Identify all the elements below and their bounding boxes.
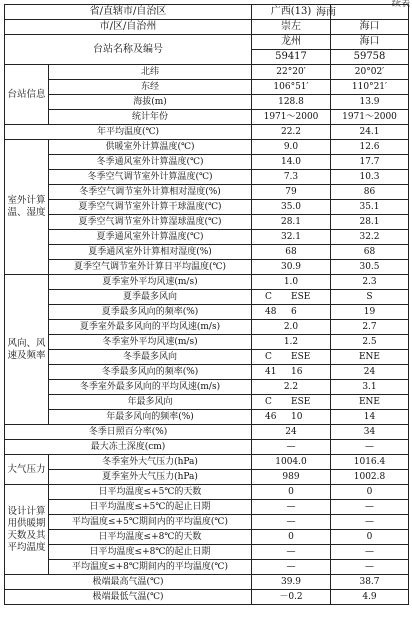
wind-value-1-b: ESE <box>291 292 311 302</box>
station_info-value-2: 110°21′ <box>331 80 409 95</box>
sunshine-value-1: 24 <box>252 425 331 440</box>
annual_temp-value-2: 24.1 <box>331 125 409 140</box>
wind-value-1-a: C <box>265 292 272 302</box>
outdoor-value-2: 30.5 <box>331 260 409 275</box>
climate-table <box>4 4 409 605</box>
wind-label: 冬季最多风向的频率(%) <box>49 365 252 380</box>
heating-value-2: — <box>331 545 409 560</box>
outdoor-row <box>5 170 409 185</box>
extreme-label: 极端最高气温(℃) <box>5 575 252 590</box>
pressure-label: 冬季室外大气压力(hPa) <box>49 455 252 470</box>
station_info-row <box>5 110 409 125</box>
heating-value-2: — <box>331 560 409 575</box>
wind-value-1: 1.0 <box>252 275 331 290</box>
wind-value-2: ENE <box>331 350 409 365</box>
outdoor-row <box>5 200 409 215</box>
wind-label: 冬季最多风向 <box>49 350 252 365</box>
wind-label: 夏季室外平均风速(m/s) <box>49 275 252 290</box>
heating-label: 平均温度≤+5℃期间内的平均温度(℃) <box>49 515 252 530</box>
outdoor-value-2: 17.7 <box>331 155 409 170</box>
outdoor-value-2: 32.2 <box>331 230 409 245</box>
station_info-value-2: 1971～2000 <box>331 110 409 125</box>
wind-value-2: 14 <box>331 410 409 425</box>
outdoor-value-1: 28.1 <box>252 215 331 230</box>
heating-value-1: 0 <box>252 485 331 500</box>
province-2-cell <box>331 5 409 20</box>
outdoor-label: 夏季空气调节室外计算干球温度(℃) <box>49 200 252 215</box>
outdoor-value-1: 9.0 <box>252 140 331 155</box>
group-heating: 设计计算用供暖期天数及其平均温度 <box>5 485 49 575</box>
wind-row <box>5 350 409 365</box>
wind-label: 夏季最多风向 <box>49 290 252 305</box>
wind-value-1-a: 46 <box>265 412 277 422</box>
wind-row <box>5 305 409 320</box>
station_info-value-2: 20°02′ <box>331 65 409 80</box>
group-outdoor-temp: 室外计算温、湿度 <box>5 140 49 275</box>
wind-value-2: ENE <box>331 395 409 410</box>
outdoor-row <box>5 260 409 275</box>
station_info-value-1: 106°51′ <box>252 80 331 95</box>
wind-row <box>5 335 409 350</box>
heating-label: 日平均温度≤+5℃的起止日期 <box>49 500 252 515</box>
pressure-label: 夏季室外大气压力(hPa) <box>49 470 252 485</box>
wind-value-2: 2.7 <box>331 320 409 335</box>
pressure-row <box>5 470 409 485</box>
station-label: 台站名称及编号 <box>5 35 252 65</box>
station-no-2: 59758 <box>331 50 409 65</box>
station-name-1: 龙州 <box>252 35 331 50</box>
row-station-name <box>5 35 409 50</box>
frost-label: 最大冻土深度(cm) <box>5 440 252 455</box>
outdoor-row <box>5 185 409 200</box>
heating-row <box>5 515 409 530</box>
wind-value-1: 2.2 <box>252 380 331 395</box>
wind-value-1-b: ESE <box>291 352 311 362</box>
outdoor-label: 夏季空气调节室外计算湿球温度(℃) <box>49 215 252 230</box>
outdoor-label: 夏季空气调节室外计算日平均温度(℃) <box>49 260 252 275</box>
row-city <box>5 20 409 35</box>
annual_temp-row <box>5 125 409 140</box>
outdoor-label: 冬季空气调节室外计算相对湿度(%) <box>49 185 252 200</box>
wind-value-1-b: ESE <box>291 397 311 407</box>
wind-value-1 <box>252 305 331 320</box>
sunshine-label: 冬季日照百分率(%) <box>5 425 252 440</box>
heating-row <box>5 560 409 575</box>
pressure-value-1: 1004.0 <box>252 455 331 470</box>
station-name-2: 海口 <box>331 35 409 50</box>
wind-value-1 <box>252 410 331 425</box>
wind-value-2: 24 <box>331 365 409 380</box>
extreme-value-2: 4.9 <box>331 590 409 605</box>
station_info-value-1: 128.8 <box>252 95 331 110</box>
heating-label: 日平均温度≤+8℃的起止日期 <box>49 545 252 560</box>
wind-value-1-b: 10 <box>291 412 303 422</box>
station_info-row <box>5 65 409 80</box>
outdoor-value-1: 32.1 <box>252 230 331 245</box>
wind-value-1-b: 16 <box>291 367 303 377</box>
wind-value-1-a: C <box>265 397 272 407</box>
extreme-row <box>5 590 409 605</box>
province-1-text: 广西(13) <box>270 6 312 17</box>
frost-value-2: — <box>331 440 409 455</box>
heating-value-1: 0 <box>252 530 331 545</box>
outdoor-value-2: 28.1 <box>331 215 409 230</box>
wind-label: 夏季室外最多风向的平均风速(m/s) <box>49 320 252 335</box>
station_info-label: 海拔(m) <box>49 95 252 110</box>
heating-value-2: — <box>331 515 409 530</box>
city-label: 市/区/自治州 <box>5 20 252 35</box>
wind-value-1 <box>252 395 331 410</box>
city-2: 海口 <box>331 20 409 35</box>
outdoor-value-1: 68 <box>252 245 331 260</box>
heating-value-2: 0 <box>331 485 409 500</box>
outdoor-row <box>5 155 409 170</box>
province-1 <box>252 5 336 20</box>
row-province <box>5 5 409 20</box>
wind-row <box>5 410 409 425</box>
wind-value-1-a: 41 <box>265 367 277 377</box>
continued-label: 续表 <box>391 0 410 9</box>
outdoor-value-1: 14.0 <box>252 155 331 170</box>
outdoor-value-1: 79 <box>252 185 331 200</box>
wind-row <box>5 380 409 395</box>
outdoor-value-2: 86 <box>331 185 409 200</box>
pressure-value-1: 989 <box>252 470 331 485</box>
heating-row <box>5 485 409 500</box>
heating-label: 平均温度≤+8℃期间内的平均温度(℃) <box>49 560 252 575</box>
pressure-value-2: 1002.8 <box>331 470 409 485</box>
heating-value-1: — <box>252 515 331 530</box>
heating-value-1: — <box>252 500 331 515</box>
heating-value-1: — <box>252 560 331 575</box>
outdoor-row <box>5 140 409 155</box>
station_info-row <box>5 80 409 95</box>
wind-value-1-a: C <box>265 352 272 362</box>
wind-label: 年最多风向 <box>49 395 252 410</box>
outdoor-value-2: 12.6 <box>331 140 409 155</box>
wind-value-2: 3.1 <box>331 380 409 395</box>
extreme-value-1: 39.9 <box>252 575 331 590</box>
station_info-row <box>5 95 409 110</box>
pressure-row <box>5 455 409 470</box>
outdoor-label: 冬季通风室外计算温度(℃) <box>49 155 252 170</box>
province-2: 海南 <box>316 7 336 18</box>
outdoor-label: 夏季通风室外计算温度(℃) <box>49 230 252 245</box>
sunshine-value-2: 34 <box>331 425 409 440</box>
wind-row <box>5 320 409 335</box>
wind-value-2: S <box>331 290 409 305</box>
wind-value-1 <box>252 290 331 305</box>
wind-row <box>5 395 409 410</box>
heating-value-1: — <box>252 545 331 560</box>
wind-value-1 <box>252 350 331 365</box>
sunshine-row <box>5 425 409 440</box>
station_info-value-1: 1971～2000 <box>252 110 331 125</box>
wind-value-1 <box>252 365 331 380</box>
station_info-value-2: 13.9 <box>331 95 409 110</box>
wind-row <box>5 290 409 305</box>
wind-label: 冬季室外最多风向的平均风速(m/s) <box>49 380 252 395</box>
extreme-value-1: －0.2 <box>252 590 331 605</box>
heating-label: 日平均温度≤+5℃的天数 <box>49 485 252 500</box>
outdoor-value-2: 10.3 <box>331 170 409 185</box>
pressure-value-2: 1016.4 <box>331 455 409 470</box>
annual_temp-value-1: 22.2 <box>252 125 331 140</box>
outdoor-row <box>5 215 409 230</box>
city-1: 崇左 <box>252 20 331 35</box>
wind-value-1-a: 48 <box>265 307 277 317</box>
wind-value-1-b: 6 <box>291 307 297 317</box>
station_info-label: 北纬 <box>49 65 252 80</box>
station_info-label: 统计年份 <box>49 110 252 125</box>
station_info-label: 东经 <box>49 80 252 95</box>
outdoor-value-2: 68 <box>331 245 409 260</box>
group-wind: 风向、风速及频率 <box>5 275 49 425</box>
heating-row <box>5 530 409 545</box>
group-pressure: 大气压力 <box>5 455 49 485</box>
wind-row <box>5 365 409 380</box>
outdoor-value-1: 7.3 <box>252 170 331 185</box>
wind-value-2: 19 <box>331 305 409 320</box>
outdoor-row <box>5 245 409 260</box>
heating-label: 日平均温度≤+8℃的天数 <box>49 530 252 545</box>
annual_temp-label: 年平均温度(℃) <box>5 125 252 140</box>
heating-row <box>5 545 409 560</box>
outdoor-value-1: 35.0 <box>252 200 331 215</box>
outdoor-value-1: 30.9 <box>252 260 331 275</box>
wind-row <box>5 275 409 290</box>
wind-label: 冬季室外平均风速(m/s) <box>49 335 252 350</box>
outdoor-label: 夏季通风室外计算相对湿度(%) <box>49 245 252 260</box>
wind-value-2: 2.3 <box>331 275 409 290</box>
province-label: 省/直辖市/自治区 <box>5 5 252 20</box>
wind-label: 年最多风向的频率(%) <box>49 410 252 425</box>
extreme-label: 极端最低气温(℃) <box>5 590 252 605</box>
heating-value-2: 0 <box>331 530 409 545</box>
wind-value-1: 1.2 <box>252 335 331 350</box>
outdoor-value-2: 35.1 <box>331 200 409 215</box>
station_info-value-1: 22°20′ <box>252 65 331 80</box>
wind-value-2: 2.5 <box>331 335 409 350</box>
station-no-1: 59417 <box>252 50 331 65</box>
group-station-info: 台站信息 <box>5 65 49 125</box>
outdoor-row <box>5 230 409 245</box>
wind-label: 夏季最多风向的频率(%) <box>49 305 252 320</box>
outdoor-label: 供暖室外计算温度(℃) <box>49 140 252 155</box>
heating-row <box>5 500 409 515</box>
heating-value-2: — <box>331 500 409 515</box>
extreme-value-2: 38.7 <box>331 575 409 590</box>
outdoor-label: 冬季空气调节室外计算温度(℃) <box>49 170 252 185</box>
frost-row <box>5 440 409 455</box>
extreme-row <box>5 575 409 590</box>
wind-value-1: 2.0 <box>252 320 331 335</box>
frost-value-1: — <box>252 440 331 455</box>
